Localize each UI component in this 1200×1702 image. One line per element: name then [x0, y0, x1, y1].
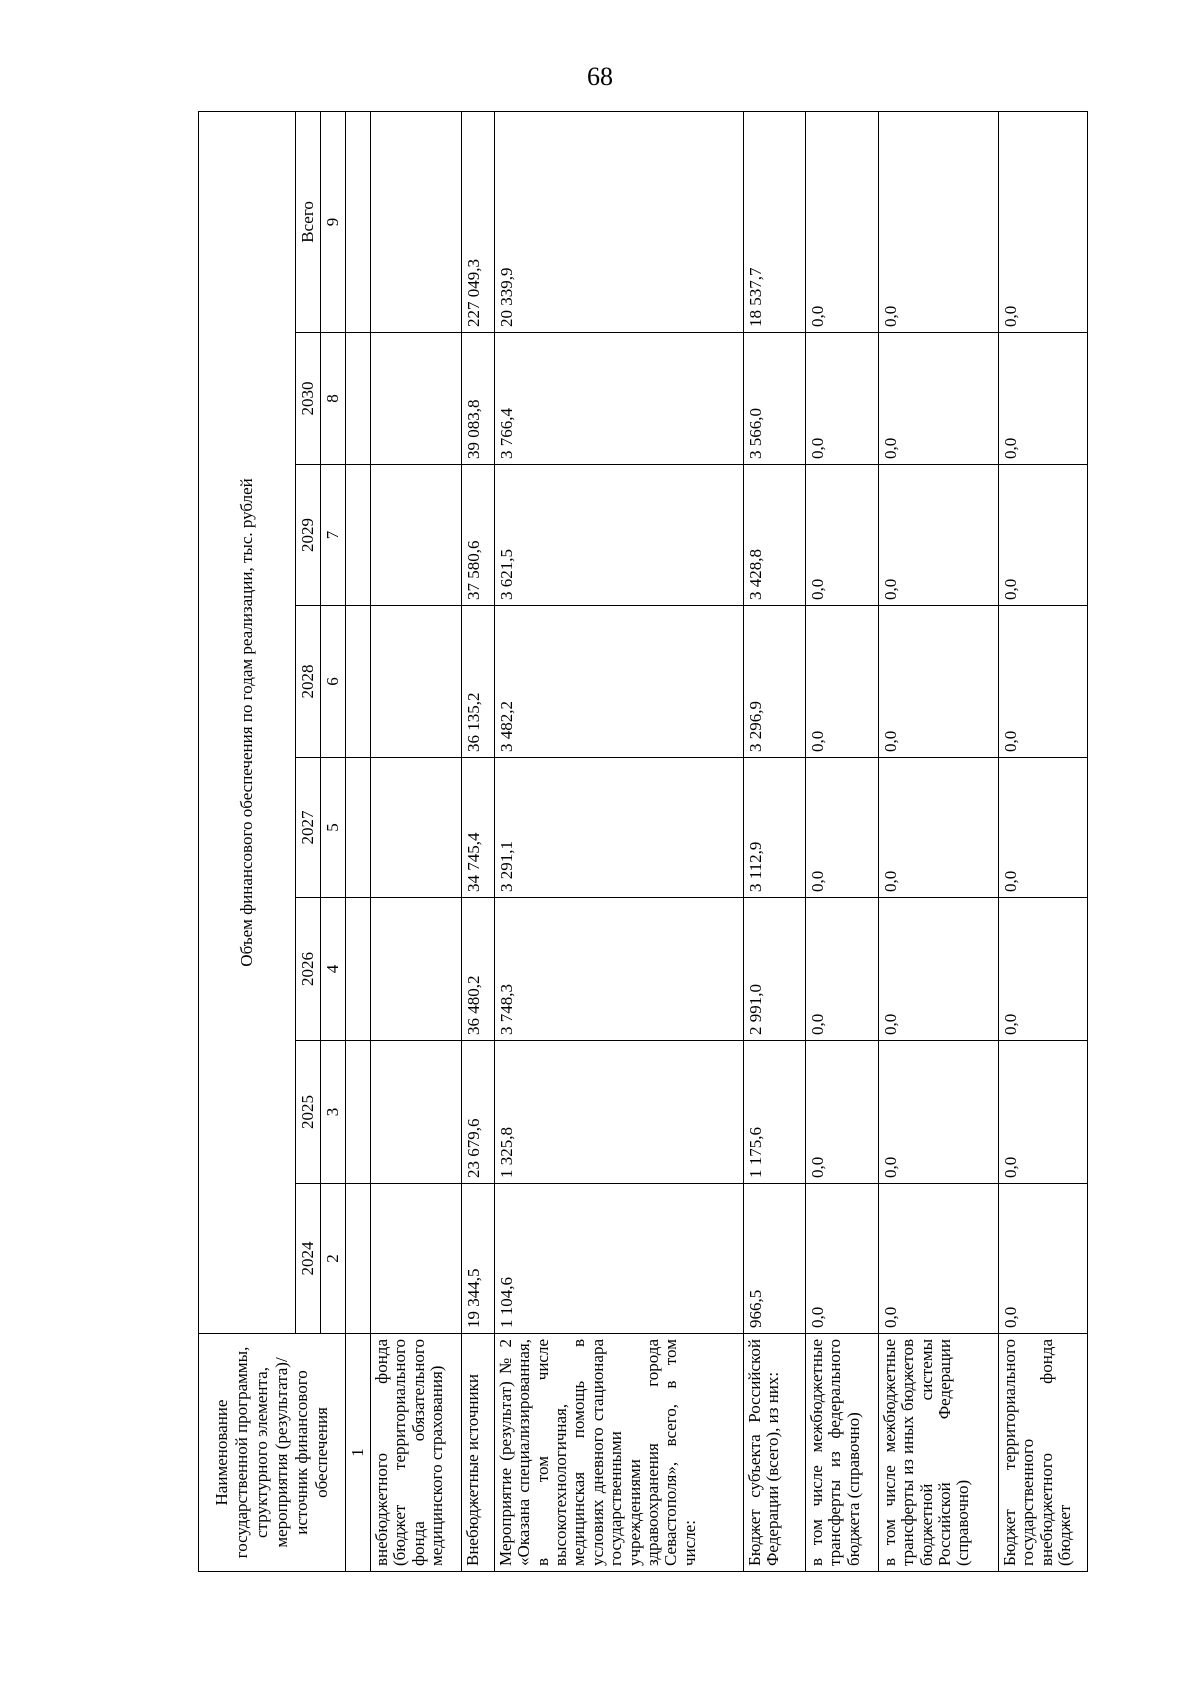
row-label: в том числе межбюджетные трансферты из федерального бюджета (справочно) — [806, 1334, 879, 1572]
table-row — [806, 111, 879, 1571]
cell-value: 36 135,2 — [462, 606, 495, 758]
header-year: 2025 — [296, 1041, 321, 1184]
table-row — [371, 111, 462, 1571]
table-row — [999, 111, 1088, 1571]
cell-value: 3 291,1 — [495, 758, 744, 898]
column-number-spacer — [346, 111, 371, 332]
column-number: 8 — [321, 333, 346, 465]
cell-value: 2 991,0 — [744, 898, 806, 1041]
cell-value: 3 748,3 — [495, 898, 744, 1041]
header-year: 2026 — [296, 898, 321, 1041]
cell-value: 0,0 — [879, 111, 999, 332]
cell-value — [371, 898, 462, 1041]
cell-value: 0,0 — [999, 1184, 1088, 1334]
row-label: в том числе межбюджетные трансферты из иных бюджетов бюджетной системы Российской Федерации (справочно) — [879, 1334, 999, 1572]
cell-value: 0,0 — [879, 898, 999, 1041]
cell-value: 966,5 — [744, 1184, 806, 1334]
column-number-spacer — [346, 333, 371, 465]
cell-value: 0,0 — [999, 111, 1088, 332]
header-year: 2024 — [296, 1184, 321, 1334]
table-row — [744, 111, 806, 1571]
column-number-spacer — [346, 758, 371, 898]
cell-value — [371, 1041, 462, 1184]
cell-value: 0,0 — [806, 606, 879, 758]
financing-table — [198, 111, 1088, 1572]
table-row — [879, 111, 999, 1571]
cell-value: 0,0 — [999, 898, 1088, 1041]
column-number: 5 — [321, 758, 346, 898]
cell-value: 0,0 — [879, 1041, 999, 1184]
cell-value: 37 580,6 — [462, 465, 495, 606]
cell-value: 20 339,9 — [495, 111, 744, 332]
header-year: 2030 — [296, 333, 321, 465]
row-label: Мероприятие (результат) № 2 «Оказана специализированная, в том числе высокотехнологичная, медицинская помощь в условиях дневного стационара государственными учреждениями здравоохранения города Севастополя», всего, в том числе: — [495, 1334, 744, 1572]
cell-value: 0,0 — [806, 1041, 879, 1184]
column-number: 1 — [346, 1334, 371, 1572]
table-row — [495, 111, 744, 1571]
cell-value: 0,0 — [879, 465, 999, 606]
header-year: 2029 — [296, 465, 321, 606]
header-financing-volume: Объем финансового обеспечения по годам реализации, тыс. рублей — [199, 111, 296, 1333]
cell-value: 3 112,9 — [744, 758, 806, 898]
cell-value: 18 537,7 — [744, 111, 806, 332]
column-number-spacer — [346, 606, 371, 758]
column-number: 6 — [321, 606, 346, 758]
cell-value: 1 104,6 — [495, 1184, 744, 1334]
cell-value: 19 344,5 — [462, 1184, 495, 1334]
cell-value: 0,0 — [806, 333, 879, 465]
cell-value: 1 175,6 — [744, 1041, 806, 1184]
cell-value: 36 480,2 — [462, 898, 495, 1041]
page-number: 68 — [587, 62, 613, 91]
cell-value: 3 621,5 — [495, 465, 744, 606]
header-year: 2027 — [296, 758, 321, 898]
cell-value: 1 325,8 — [495, 1041, 744, 1184]
cell-value — [371, 465, 462, 606]
cell-value: 0,0 — [999, 1041, 1088, 1184]
cell-value: 3 766,4 — [495, 333, 744, 465]
cell-value: 227 049,3 — [462, 111, 495, 332]
cell-value: 0,0 — [999, 333, 1088, 465]
header-total: Всего — [296, 111, 321, 332]
table-row — [462, 111, 495, 1571]
header-year: 2028 — [296, 606, 321, 758]
column-number: 4 — [321, 898, 346, 1041]
cell-value: 23 679,6 — [462, 1041, 495, 1184]
column-number: 9 — [321, 111, 346, 332]
cell-value — [371, 758, 462, 898]
cell-value: 0,0 — [999, 465, 1088, 606]
cell-value: 0,0 — [806, 898, 879, 1041]
cell-value: 0,0 — [999, 758, 1088, 898]
cell-value: 3 296,9 — [744, 606, 806, 758]
cell-value — [371, 606, 462, 758]
cell-value: 3 482,2 — [495, 606, 744, 758]
cell-value: 0,0 — [806, 1184, 879, 1334]
cell-value: 0,0 — [806, 465, 879, 606]
cell-value: 0,0 — [806, 758, 879, 898]
cell-value: 0,0 — [879, 1184, 999, 1334]
cell-value: 0,0 — [806, 111, 879, 332]
column-number: 3 — [321, 1041, 346, 1184]
cell-value: 0,0 — [879, 333, 999, 465]
row-label: внебюджетного фонда (бюджет территориального фонда обязательного медицинского страхования) — [371, 1334, 462, 1572]
cell-value: 3 428,8 — [744, 465, 806, 606]
cell-value: 39 083,8 — [462, 333, 495, 465]
cell-value: 3 566,0 — [744, 333, 806, 465]
cell-value: 0,0 — [879, 758, 999, 898]
cell-value: 0,0 — [879, 606, 999, 758]
cell-value — [371, 1184, 462, 1334]
row-label: Бюджет территориального государственного внебюджетного фонда (бюджет — [999, 1334, 1088, 1572]
column-number-spacer — [346, 1041, 371, 1184]
row-label: Внебюджетные источники — [462, 1334, 495, 1572]
rotated-table-container — [198, 112, 1098, 1572]
header-name-column: Наименование государственной программы, структурного элемента, мероприятия (результата)/источник финансового обеспечения — [199, 1334, 346, 1572]
row-label: Бюджет субъекта Российской Федерации (всего), из них: — [744, 1334, 806, 1572]
cell-value: 0,0 — [999, 606, 1088, 758]
cell-value — [371, 111, 462, 332]
column-number-spacer — [346, 898, 371, 1041]
column-number-spacer — [346, 465, 371, 606]
cell-value: 34 745,4 — [462, 758, 495, 898]
column-number-spacer — [346, 1184, 371, 1334]
column-number: 7 — [321, 465, 346, 606]
cell-value — [371, 333, 462, 465]
column-number: 2 — [321, 1184, 346, 1334]
